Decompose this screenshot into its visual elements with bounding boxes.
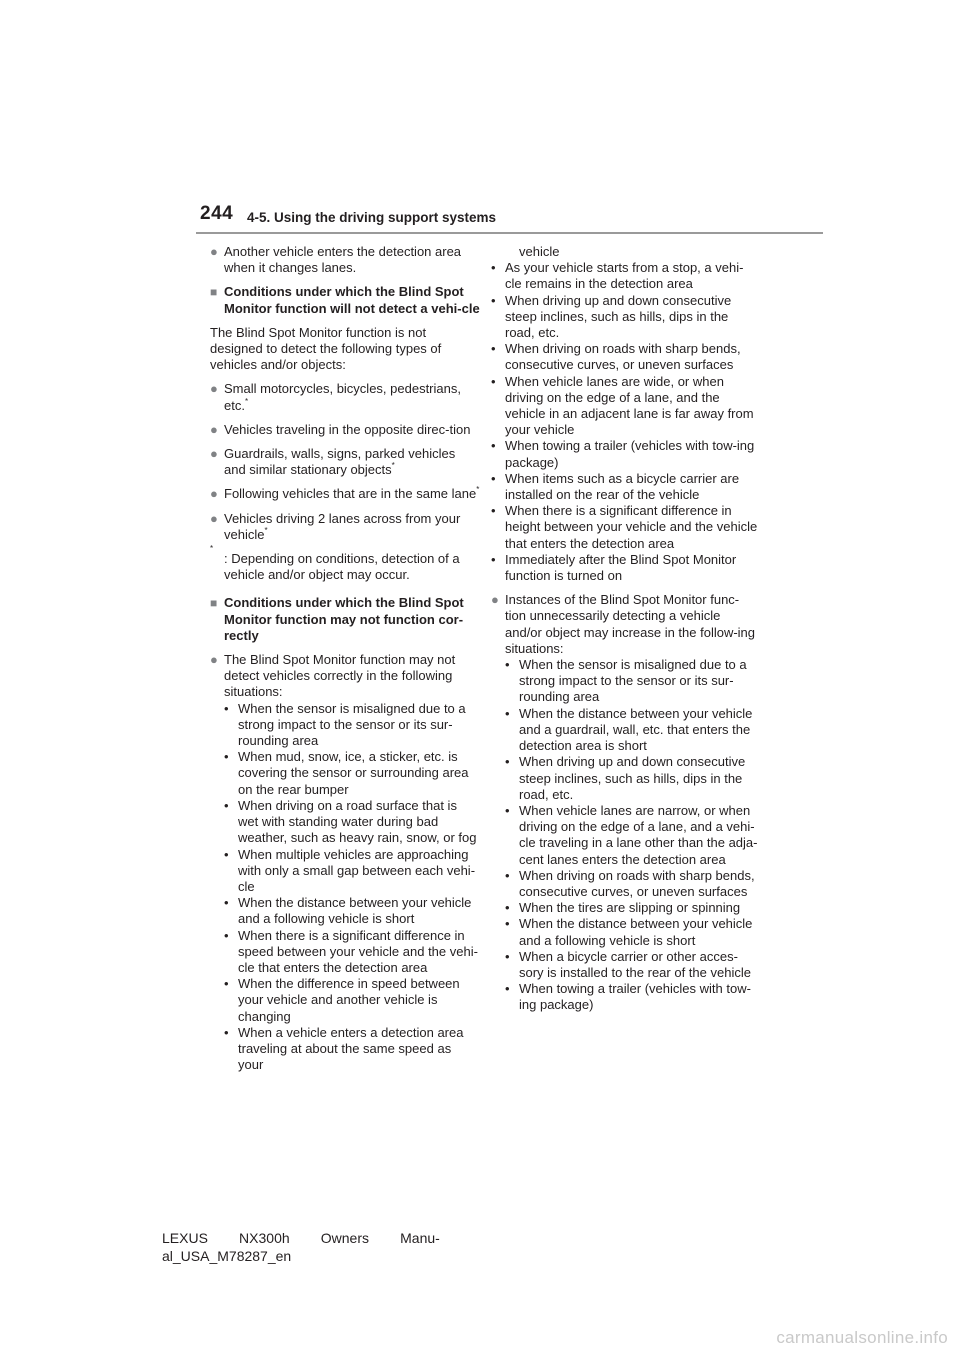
list-item: • When the difference in speed between your vehicle and another vehicle is changing bbox=[224, 976, 460, 1024]
left-column bbox=[210, 244, 480, 1073]
bullet-item: ● Vehicles traveling in the opposite direc-tion bbox=[210, 421, 471, 437]
dot-icon: • bbox=[491, 373, 496, 389]
bullet-circle-icon: ● bbox=[210, 381, 218, 397]
list-item: • Immediately after the Blind Spot Monitor function is turned on bbox=[491, 551, 737, 584]
footnote-marker: * bbox=[476, 485, 480, 495]
list-item: • When the distance between your vehicle and a guardrail, wall, etc. that enters the detection area is short bbox=[505, 705, 753, 754]
list-item: • As your vehicle starts from a stop, a vehi-cle remains in the detection area bbox=[491, 260, 744, 292]
dot-icon: • bbox=[224, 1024, 229, 1040]
dot-icon: • bbox=[505, 948, 510, 964]
continued-text: vehicle bbox=[519, 244, 560, 259]
footnote-marker: * bbox=[244, 396, 249, 406]
dot-icon: • bbox=[491, 551, 496, 567]
bullet-circle-icon: ● bbox=[210, 421, 218, 437]
dot-icon: • bbox=[491, 292, 496, 308]
dot-icon: • bbox=[505, 657, 510, 673]
dot-icon: • bbox=[224, 976, 229, 992]
bullet-circle-icon: ● bbox=[210, 652, 218, 668]
list-item: • When the distance between your vehicle and a following vehicle is short bbox=[505, 916, 753, 948]
situation-list-continued bbox=[491, 260, 759, 584]
list-item: • When items such as a bicycle carrier are installed on the rear of the vehicle bbox=[491, 470, 740, 503]
dot-icon: • bbox=[224, 700, 229, 716]
bullet-item: ● Following vehicles that are in the same lane* bbox=[210, 485, 480, 502]
bullet-item: ● Small motorcycles, bicycles, pedestrians, etc.* bbox=[210, 381, 461, 413]
dot-icon: • bbox=[491, 260, 496, 276]
dot-icon: • bbox=[491, 503, 496, 519]
list-item: • When the tires are slipping or spinning bbox=[505, 900, 741, 916]
unnecessary-detection-list bbox=[491, 657, 759, 1013]
bullet-circle-icon: ● bbox=[491, 592, 499, 608]
subheading: ■ Conditions under which the Blind Spot Monitor function will not detect a vehi-cle bbox=[210, 284, 480, 316]
bullet-item: ● Vehicles driving 2 lanes across from your vehicle* bbox=[210, 510, 461, 542]
list-item: • When there is a significant difference in height between your vehicle and the vehicle that enters the detection area bbox=[491, 503, 758, 551]
paragraph: The Blind Spot Monitor function is not designed to detect the following types of vehicles and/or objects: bbox=[210, 324, 442, 373]
heading-square-icon: ■ bbox=[210, 596, 218, 611]
dot-icon: • bbox=[224, 895, 229, 911]
dot-icon: • bbox=[224, 927, 229, 943]
list-item: • When driving on a road surface that is wet with standing water during bad weather, such as heavy rain, snow, or fog bbox=[224, 797, 477, 846]
bullet-item: ● Instances of the Blind Spot Monitor func-tion unnecessarily detecting a vehicle and/or object may increase in the follow-ing situations: bbox=[491, 592, 756, 656]
list-item: • When multiple vehicles are approaching with only a small gap between each vehi-cle bbox=[224, 846, 476, 894]
right-column bbox=[491, 244, 759, 1014]
bullet-circle-icon: ● bbox=[210, 486, 218, 502]
heading-square-icon: ■ bbox=[210, 285, 218, 300]
footnote-marker: * bbox=[264, 525, 268, 535]
dot-icon: • bbox=[491, 438, 496, 454]
bullet-item: ● Guardrails, walls, signs, parked vehicles and similar stationary objects* bbox=[210, 446, 456, 478]
bullet-circle-icon: ● bbox=[210, 446, 218, 462]
bullet-circle-icon: ● bbox=[210, 510, 218, 526]
page-footer bbox=[162, 1229, 440, 1265]
list-item: • When towing a trailer (vehicles with tow-ing package) bbox=[505, 981, 751, 1013]
footnote-marker: * bbox=[391, 461, 395, 471]
dot-icon: • bbox=[224, 749, 229, 765]
page-number: 244 bbox=[200, 203, 234, 224]
dot-icon: • bbox=[491, 341, 496, 357]
footnote: * : Depending on conditions, detection of a vehicle and/or object may occur. bbox=[210, 544, 460, 583]
list-item: • When towing a trailer (vehicles with tow-ing package) bbox=[491, 438, 755, 470]
footer-line-1: LEXUS NX300h Owners Manu- bbox=[162, 1230, 440, 1246]
list-item: • When the distance between your vehicle and a following vehicle is short bbox=[224, 895, 472, 927]
page-header bbox=[0, 0, 960, 236]
watermark: carmanualsonline.info bbox=[776, 1328, 948, 1347]
list-item: • When driving on roads with sharp bends, consecutive curves, or uneven surfaces bbox=[505, 867, 755, 899]
dot-icon: • bbox=[505, 916, 510, 932]
bullet-item: ● Another vehicle enters the detection area when it changes lanes. bbox=[210, 244, 462, 276]
footer-line-2: al_USA_M78287_en bbox=[162, 1248, 292, 1264]
list-item: • When the sensor is misaligned due to a strong impact to the sensor or its sur-rounding area bbox=[224, 700, 466, 749]
list-item: • When driving on roads with sharp bends, consecutive curves, or uneven surfaces bbox=[491, 341, 741, 373]
dot-icon: • bbox=[224, 846, 229, 862]
dot-icon: • bbox=[505, 705, 510, 721]
dot-icon: • bbox=[224, 797, 229, 813]
dot-icon: • bbox=[491, 470, 496, 486]
dot-icon: • bbox=[505, 867, 510, 883]
dot-icon: • bbox=[505, 900, 510, 916]
dot-icon: • bbox=[505, 802, 510, 818]
list-item: • When a vehicle enters a detection area traveling at about the same speed as your bbox=[224, 1024, 464, 1073]
subheading: ■ Conditions under which the Blind Spot Monitor function may not function cor-rectly bbox=[210, 595, 464, 643]
list-item: • When driving up and down consecutive steep inclines, such as hills, dips in the road, etc. bbox=[505, 754, 746, 802]
dot-icon: • bbox=[505, 754, 510, 770]
section-title: 4-5. Using the driving support systems bbox=[247, 210, 497, 225]
bullet-item: ● The Blind Spot Monitor function may not detect vehicles correctly in the following situations: bbox=[210, 652, 456, 700]
list-item: • When mud, snow, ice, a sticker, etc. is covering the sensor or surrounding area on the rear bumper bbox=[224, 749, 469, 797]
list-item: • When the sensor is misaligned due to a strong impact to the sensor or its sur-rounding area bbox=[505, 657, 747, 705]
list-item: • When driving up and down consecutive steep inclines, such as hills, dips in the road, etc. bbox=[491, 292, 732, 341]
spacer bbox=[491, 584, 759, 592]
list-item: • When a bicycle carrier or other acces-sory is installed to the rear of the vehicle bbox=[505, 948, 751, 980]
situation-list bbox=[210, 701, 480, 1074]
bullet-circle-icon: ● bbox=[210, 244, 218, 259]
list-item: • When vehicle lanes are wide, or when driving on the edge of a lane, and the vehicle in an adjacent lane is far away from your vehicle bbox=[491, 373, 754, 438]
list-item: • When there is a significant difference in speed between your vehicle and the vehi-cle that enters the detection area bbox=[224, 927, 478, 975]
header-rule bbox=[196, 232, 823, 234]
dot-icon: • bbox=[505, 981, 510, 997]
list-item: • When vehicle lanes are narrow, or when driving on the edge of a lane, and a vehi-cle traveling in a lane other than the adja-cent lanes enters the detection area bbox=[505, 802, 758, 867]
